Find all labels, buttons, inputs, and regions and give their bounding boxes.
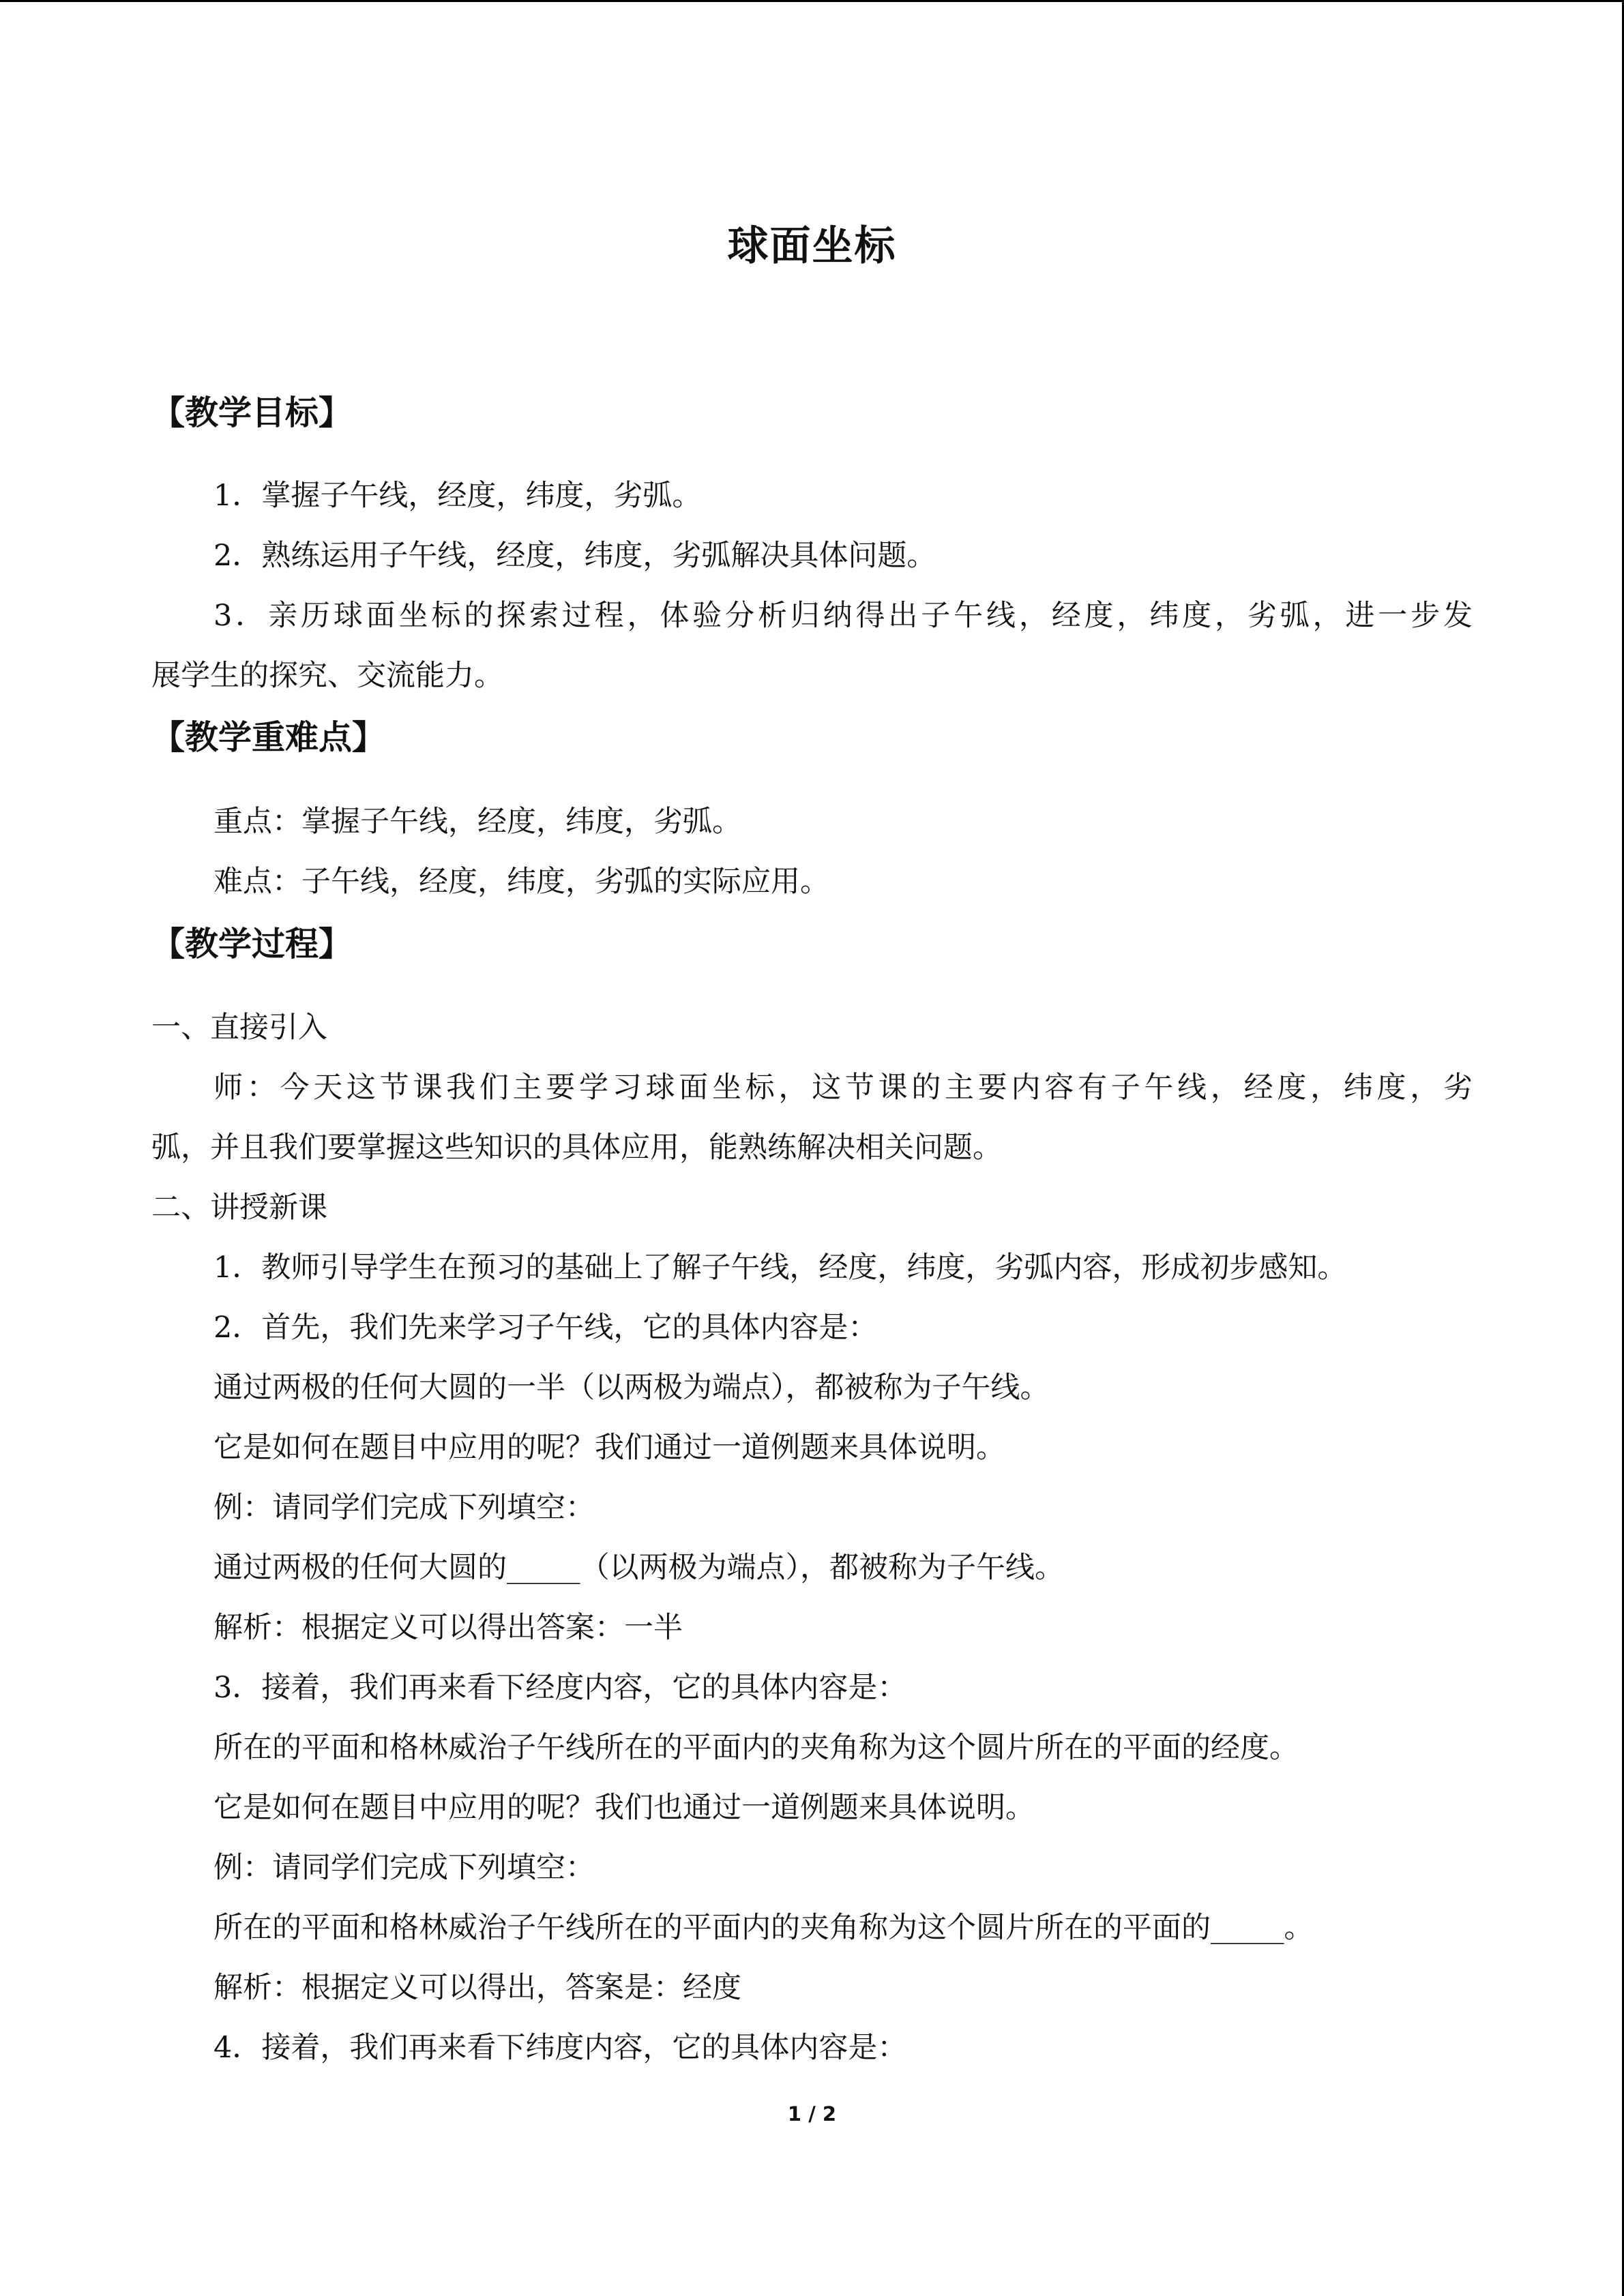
process-line: 2．首先，我们先来学习子午线，它的具体内容是：	[213, 1311, 878, 1345]
objective-item-3-continued: 展学生的探究、交流能力。	[151, 659, 503, 693]
process-line: 1．教师引导学生在预习的基础上了解子午线，经度，纬度，劣弧内容，形成初步感知。	[213, 1251, 1347, 1285]
process-section-2-title: 二、讲授新课	[151, 1191, 327, 1225]
process-line: 师：今天这节课我们主要学习球面坐标，这节课的主要内容有子午线，经度，纬度，劣	[213, 1071, 1473, 1105]
objective-item-1: 1．掌握子午线，经度，纬度，劣弧。	[213, 479, 702, 513]
objective-item-2: 2．熟练运用子午线，经度，纬度，劣弧解决具体问题。	[213, 539, 936, 573]
process-line: 通过两极的任何大圆的一半（以两极为端点），都被称为子午线。	[213, 1371, 1050, 1405]
process-line: 通过两极的任何大圆的_____（以两极为端点），都被称为子午线。	[213, 1551, 1064, 1585]
page-number: 1 / 2	[787, 2102, 837, 2126]
objectives-heading: 【教学目标】	[151, 393, 353, 432]
key-points-heading: 【教学重难点】	[151, 718, 386, 757]
objective-item-3: 3．亲历球面坐标的探索过程，体验分析归纳得出子午线，经度，纬度，劣弧，进一步发	[213, 599, 1473, 633]
process-line: 解析：根据定义可以得出，答案是：经度	[213, 1971, 741, 2005]
process-line: 它是如何在题目中应用的呢？我们也通过一道例题来具体说明。	[213, 1791, 1035, 1825]
process-line: 它是如何在题目中应用的呢？我们通过一道例题来具体说明。	[213, 1431, 1005, 1465]
process-line: 例：请同学们完成下列填空：	[213, 1851, 595, 1885]
process-line: 3．接着，我们再来看下经度内容，它的具体内容是：	[213, 1671, 907, 1705]
process-line: 例：请同学们完成下列填空：	[213, 1491, 595, 1525]
process-line: 弧，并且我们要掌握这些知识的具体应用，能熟练解决相关问题。	[151, 1131, 1002, 1165]
process-line: 所在的平面和格林威治子午线所在的平面内的夹角称为这个圆片所在的平面的_____。	[213, 1911, 1314, 1945]
process-line: 所在的平面和格林威治子午线所在的平面内的夹角称为这个圆片所在的平面的经度。	[213, 1731, 1299, 1765]
key-point-focus: 重点：掌握子午线，经度，纬度，劣弧。	[213, 805, 741, 839]
process-section-1-title: 一、直接引入	[151, 1011, 327, 1045]
page-border-top	[0, 0, 1624, 2]
process-heading: 【教学过程】	[151, 925, 353, 964]
process-line: 解析：根据定义可以得出答案：一半	[213, 1611, 683, 1645]
page-title: 球面坐标	[727, 222, 897, 270]
key-point-difficulty: 难点：子午线，经度，纬度，劣弧的实际应用。	[213, 865, 829, 899]
process-line: 4．接着，我们再来看下纬度内容，它的具体内容是：	[213, 2031, 907, 2065]
